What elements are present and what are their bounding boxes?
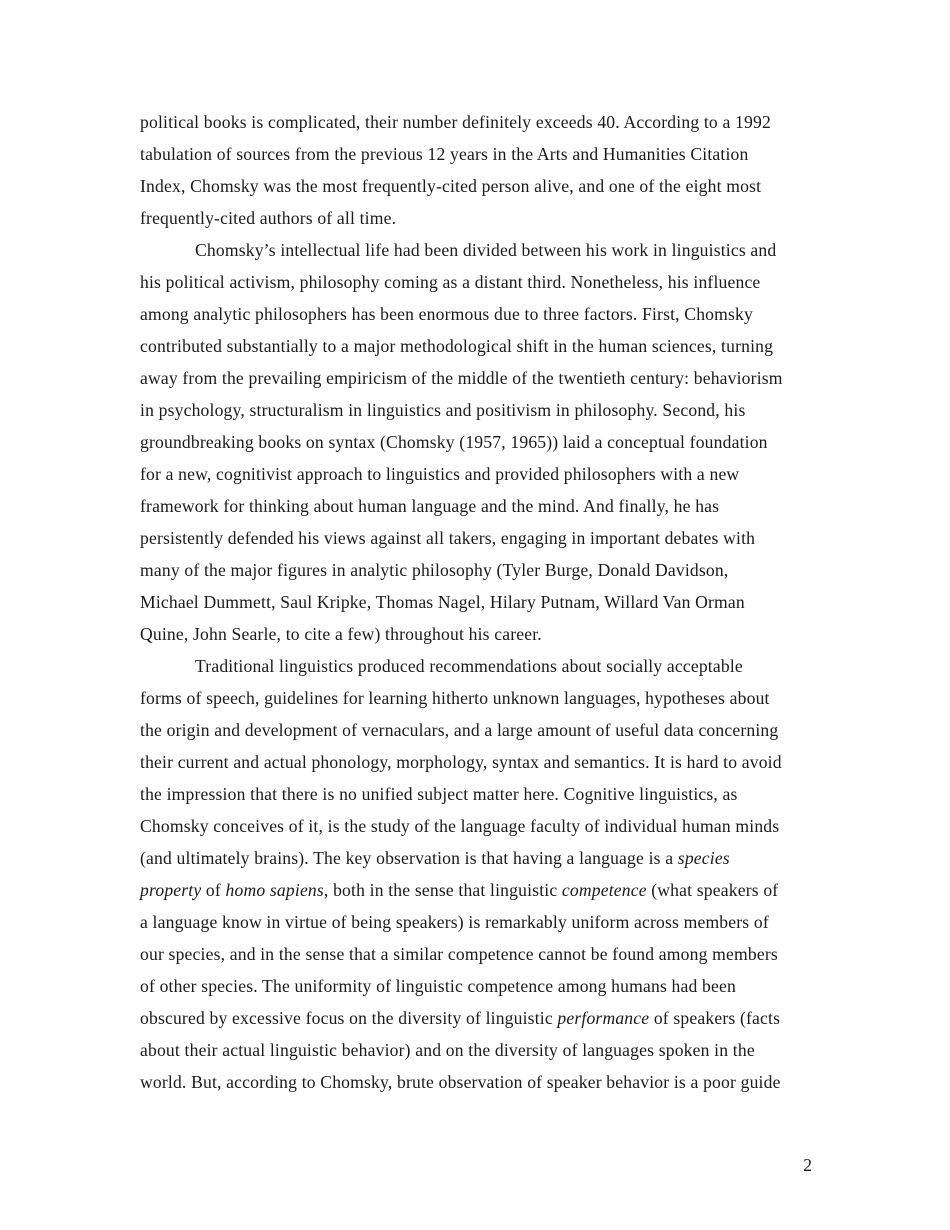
text-line: their current and actual phonology, morphology, syntax and semantics. It is hard to avoid — [140, 752, 782, 772]
text-line: in psychology, structuralism in linguistics and positivism in philosophy. Second, his — [140, 400, 746, 420]
text-line: Quine, John Searle, to cite a few) throughout his career. — [140, 624, 542, 644]
paragraph — [140, 650, 812, 1098]
text-line: political books is complicated, their number definitely exceeds 40. According to a 1992 — [140, 112, 771, 132]
text-line: obscured by excessive focus on the diversity of linguistic performance of speakers (facts — [140, 1008, 781, 1028]
text-line: about their actual linguistic behavior) and on the diversity of languages spoken in the — [140, 1040, 755, 1060]
body-text-column — [140, 106, 812, 1098]
text-line: framework for thinking about human language and the mind. And finally, he has — [140, 496, 720, 516]
text-line: the origin and development of vernaculars, and a large amount of useful data concerning — [140, 720, 779, 740]
text-line: away from the prevailing empiricism of the middle of the twentieth century: behaviorism — [140, 368, 783, 388]
text-line: of other species. The uniformity of linguistic competence among humans had been — [140, 976, 736, 996]
text-line: (and ultimately brains). The key observation is that having a language is a species — [140, 848, 730, 868]
text-line: among analytic philosophers has been enormous due to three factors. First, Chomsky — [140, 304, 753, 324]
text-line: contributed substantially to a major methodological shift in the human sciences, turning — [140, 336, 774, 356]
text-line: his political activism, philosophy coming as a distant third. Nonetheless, his influence — [140, 272, 761, 292]
text-line: Michael Dummett, Saul Kripke, Thomas Nagel, Hilary Putnam, Willard Van Orman — [140, 592, 745, 612]
text-line: world. But, according to Chomsky, brute observation of speaker behavior is a poor guide — [140, 1072, 781, 1092]
text-line: property of homo sapiens, both in the sense that linguistic competence (what speakers of — [140, 880, 779, 900]
text-line: Chomsky conceives of it, is the study of the language faculty of individual human minds — [140, 816, 780, 836]
text-line: our species, and in the sense that a similar competence cannot be found among members — [140, 944, 778, 964]
paragraph — [140, 106, 812, 234]
text-line: Index, Chomsky was the most frequently-cited person alive, and one of the eight most — [140, 176, 762, 196]
text-line: many of the major figures in analytic philosophy (Tyler Burge, Donald Davidson, — [140, 560, 729, 580]
page-number: 2 — [803, 1155, 812, 1175]
text-line: frequently-cited authors of all time. — [140, 208, 397, 228]
text-line: Traditional linguistics produced recommendations about socially acceptable — [195, 656, 743, 676]
text-line: the impression that there is no unified subject matter here. Cognitive linguistics, as — [140, 784, 738, 804]
text-line: a language know in virtue of being speakers) is remarkably uniform across members of — [140, 912, 769, 932]
text-line: for a new, cognitivist approach to linguistics and provided philosophers with a new — [140, 464, 740, 484]
text-line: Chomsky’s intellectual life had been divided between his work in linguistics and — [195, 240, 777, 260]
text-line: tabulation of sources from the previous 12 years in the Arts and Humanities Citation — [140, 144, 749, 164]
text-line: persistently defended his views against all takers, engaging in important debates with — [140, 528, 756, 548]
text-line: forms of speech, guidelines for learning hitherto unknown languages, hypotheses about — [140, 688, 770, 708]
text-line: groundbreaking books on syntax (Chomsky (1957, 1965)) laid a conceptual foundation — [140, 432, 768, 452]
paragraph — [140, 234, 812, 650]
